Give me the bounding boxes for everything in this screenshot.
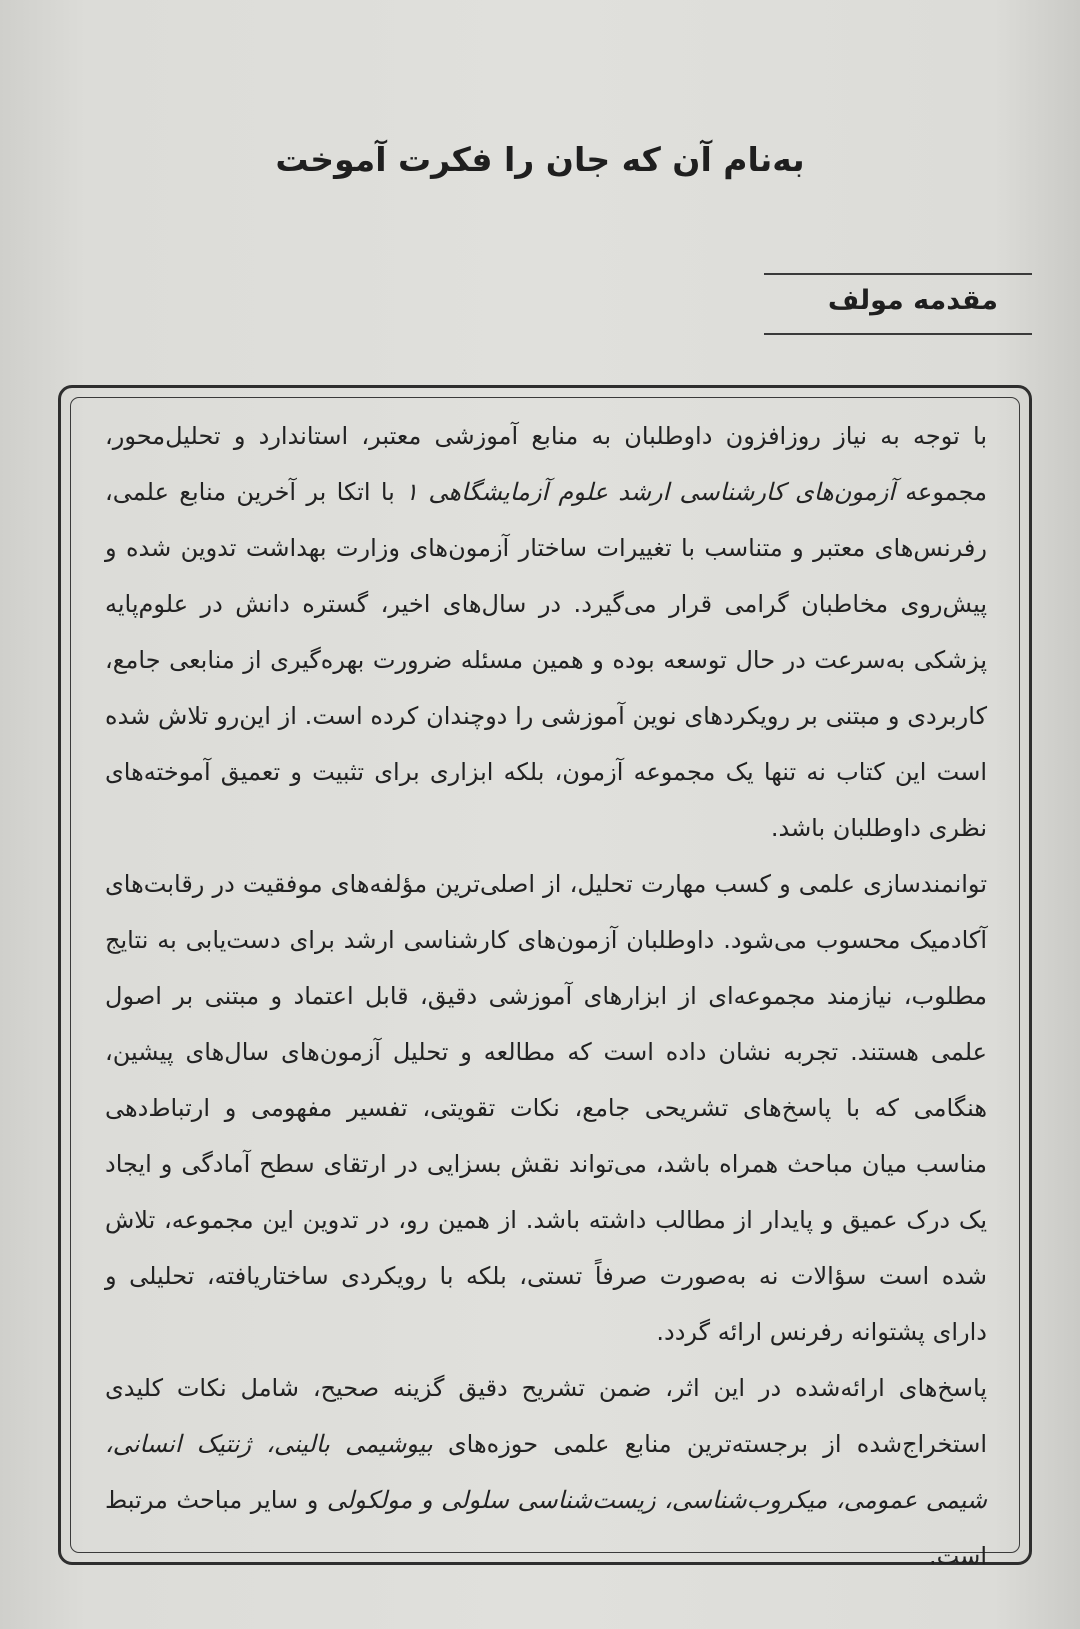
preface-body: [105, 408, 987, 1584]
paragraph-1: [105, 408, 987, 856]
subject-list-italic: بیوشیمی بالینی، ژنتیک انسانی، شیمی عمومی، میکروب‌شناسی، زیست‌شناسی سلولی و مولکولی: [105, 1430, 988, 1514]
paragraph-3-part-c: و سایر مباحث مرتبط است.: [105, 1486, 987, 1570]
section-heading: مقدمه مولف: [827, 285, 998, 316]
paragraph-3-part-a: پاسخ‌های ارائه‌شده در این اثر، ضمن تشریح دقیق گزینه صحیح، شامل نکات کلیدی استخراج‌شده از برجسته‌ترین منابع علمی حوزه‌های: [105, 1374, 987, 1458]
book-title-italic: آزمون‌های کارشناسی ارشد علوم آزمایشگاهی ۱: [405, 478, 895, 506]
text-frame: [58, 385, 1032, 1570]
page-title: به‌نام آن که جان را فکرت آموخت: [275, 140, 805, 179]
paragraph-1-part-a: با توجه به نیاز روزافزون داوطلبان به منابع آموزشی معتبر، استاندارد و تحلیل‌محور، مجموعه: [105, 422, 987, 506]
paragraph-2: توانمندسازی علمی و کسب مهارت تحلیل، از اصلی‌ترین مؤلفه‌های موفقیت در رقابت‌های آکادمیک محسوب می‌شود. داوطلبان آزمون‌های کارشناسی ارشد برای دست‌یابی به نتایج مطلوب، نیازمند مجموعه‌ای از ابزارهای آموزشی دقیق، قابل اعتماد و مبتنی بر اصول علمی هستند. تجربه نشان داده است که مطالعه و تحلیل آزمون‌های سال‌های پیشین، هنگامی که با پاسخ‌های تشریحی جامع، نکات تقویتی، تفسیر مفهومی و ارتباط‌دهی مناسب میان مباحث همراه باشد، می‌تواند نقش بسزایی در ارتقای سطح آمادگی و ایجاد یک درک عمیق و پایدار از مطالب داشته باشد. از همین رو، در تدوین این مجموعه، تلاش شده است سؤالات نه به‌صورت صرفاً تستی، بلکه با رویکردی ساختاریافته، تحلیلی و دارای پشتوانه رفرنس ارائه گردد.: [105, 870, 987, 1346]
section-heading-block: [764, 273, 1032, 335]
paragraph-3: [105, 1360, 987, 1584]
heading-rule-bottom: [764, 333, 1032, 335]
heading-rule-top: [764, 273, 1032, 275]
paragraph-1-part-c: با اتکا بر آخرین منابع علمی، رفرنس‌های معتبر و متناسب با تغییرات ساختار آزمون‌های وزارت بهداشت تدوین شده و پیش‌روی مخاطبان گرامی قرار می‌گیرد. در سال‌های اخیر، گستره دانش در علوم‌پایه پزشکی به‌سرعت در حال توسعه بوده و همین مسئله ضرورت بهره‌گیری از منابعی جامع، کاربردی و مبتنی بر رویکردهای نوین آموزشی را دوچندان کرده است. از این‌رو تلاش شده است این کتاب نه تنها یک مجموعه آزمون، بلکه ابزاری برای تثبیت و تعمیق آموخته‌های نظری داوطلبان باشد.: [105, 478, 987, 842]
